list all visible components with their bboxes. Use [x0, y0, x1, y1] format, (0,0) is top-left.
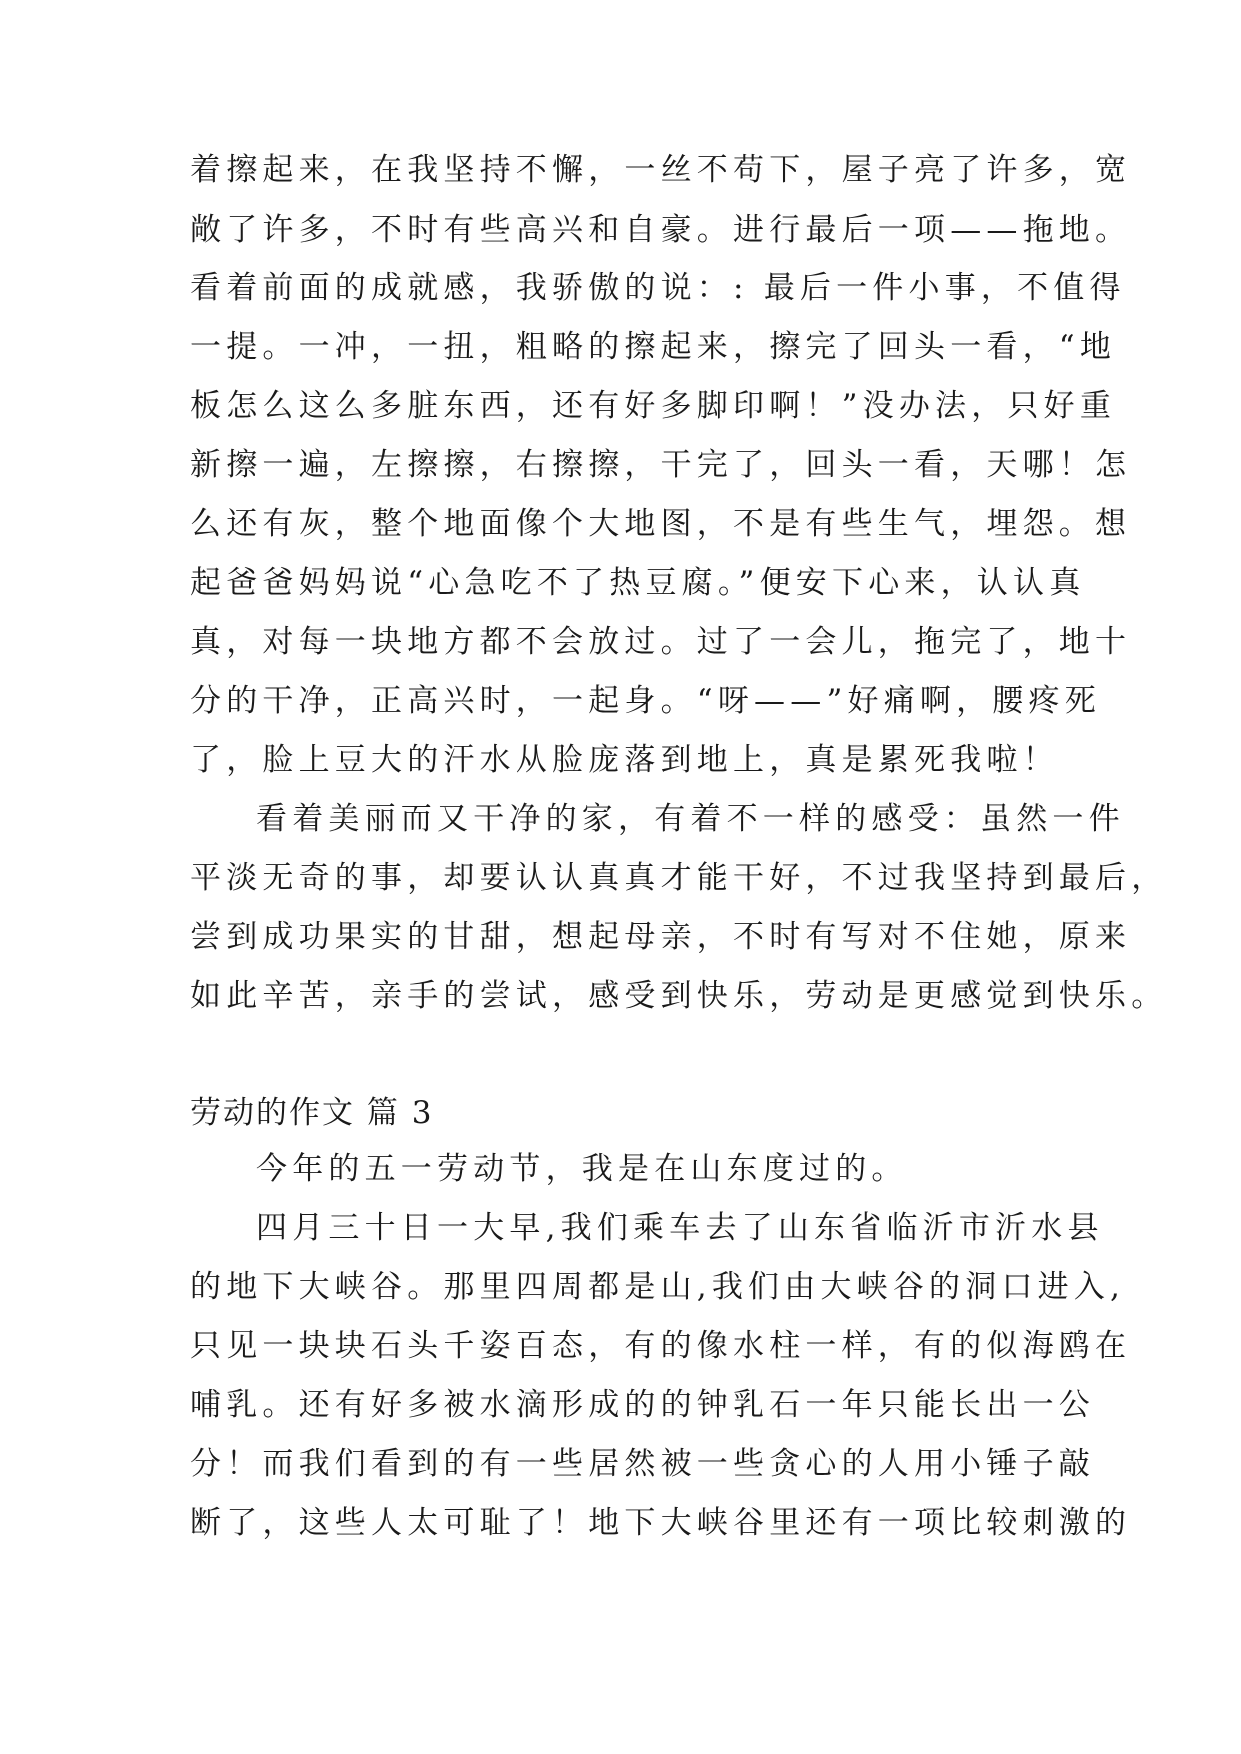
text-line: 尝到成功果实的甘甜，想起母亲，不时有写对不住她，原来: [190, 919, 1132, 955]
section-heading: 劳动的作文 篇 3: [190, 1095, 434, 1131]
text-line: 一提。一冲，一扭，粗略的擦起来，擦完了回头一看，“地: [190, 329, 1117, 365]
paragraph-first-line: 今年的五一劳动节，我是在山东度过的。: [256, 1151, 908, 1187]
text-line: 了，脸上豆大的汗水从脸庞落到地上，真是累死我啦！: [190, 742, 1059, 778]
text-line: 只见一块块石头千姿百态，有的像水柱一样，有的似海鸥在: [190, 1328, 1132, 1364]
text-line: 分的干净，正高兴时，一起身。“呀——”好痛啊，腰疼死: [190, 683, 1101, 719]
text-line: 板怎么这么多脏东西，还有好多脚印啊！”没办法，只好重: [190, 388, 1117, 424]
paragraph-first-line: 看着美丽而又干净的家，有着不一样的感受：虽然一件: [256, 801, 1125, 837]
text-line: 断了，这些人太可耻了！地下大峡谷里还有一项比较刺激的: [190, 1505, 1132, 1541]
text-line: 分！而我们看到的有一些居然被一些贪心的人用小锤子敲: [190, 1446, 1095, 1482]
text-line: 真，对每一块地方都不会放过。过了一会儿，拖完了，地十: [190, 624, 1132, 660]
text-line: 的地下大峡谷。那里四周都是山,我们由大峡谷的洞口进入,: [190, 1269, 1126, 1305]
text-line: 看着前面的成就感，我骄傲的说：: 最后一件小事，不值得: [190, 270, 1126, 306]
text-line: 哺乳。还有好多被水滴形成的的钟乳石一年只能长出一公: [190, 1387, 1095, 1423]
text-line: 么还有灰，整个地面像个大地图，不是有些生气，埋怨。想: [190, 506, 1132, 542]
text-line: 如此辛苦，亲手的尝试，感受到快乐，劳动是更感觉到快乐。: [190, 978, 1168, 1014]
text-line: 平淡无奇的事，却要认认真真才能干好，不过我坚持到最后，: [190, 860, 1168, 896]
text-line: 新擦一遍，左擦擦，右擦擦，干完了，回头一看，天哪！怎: [190, 447, 1132, 483]
text-line: 敞了许多，不时有些高兴和自豪。进行最后一项——拖地。: [190, 212, 1132, 248]
text-line: 起爸爸妈妈说“心急吃不了热豆腐。”便安下心来，认认真: [190, 565, 1086, 601]
paragraph-first-line: 四月三十日一大早,我们乘车去了山东省临沂市沂水县: [256, 1210, 1104, 1246]
text-line: 着擦起来，在我坚持不懈，一丝不苟下，屋子亮了许多，宽: [190, 152, 1132, 188]
